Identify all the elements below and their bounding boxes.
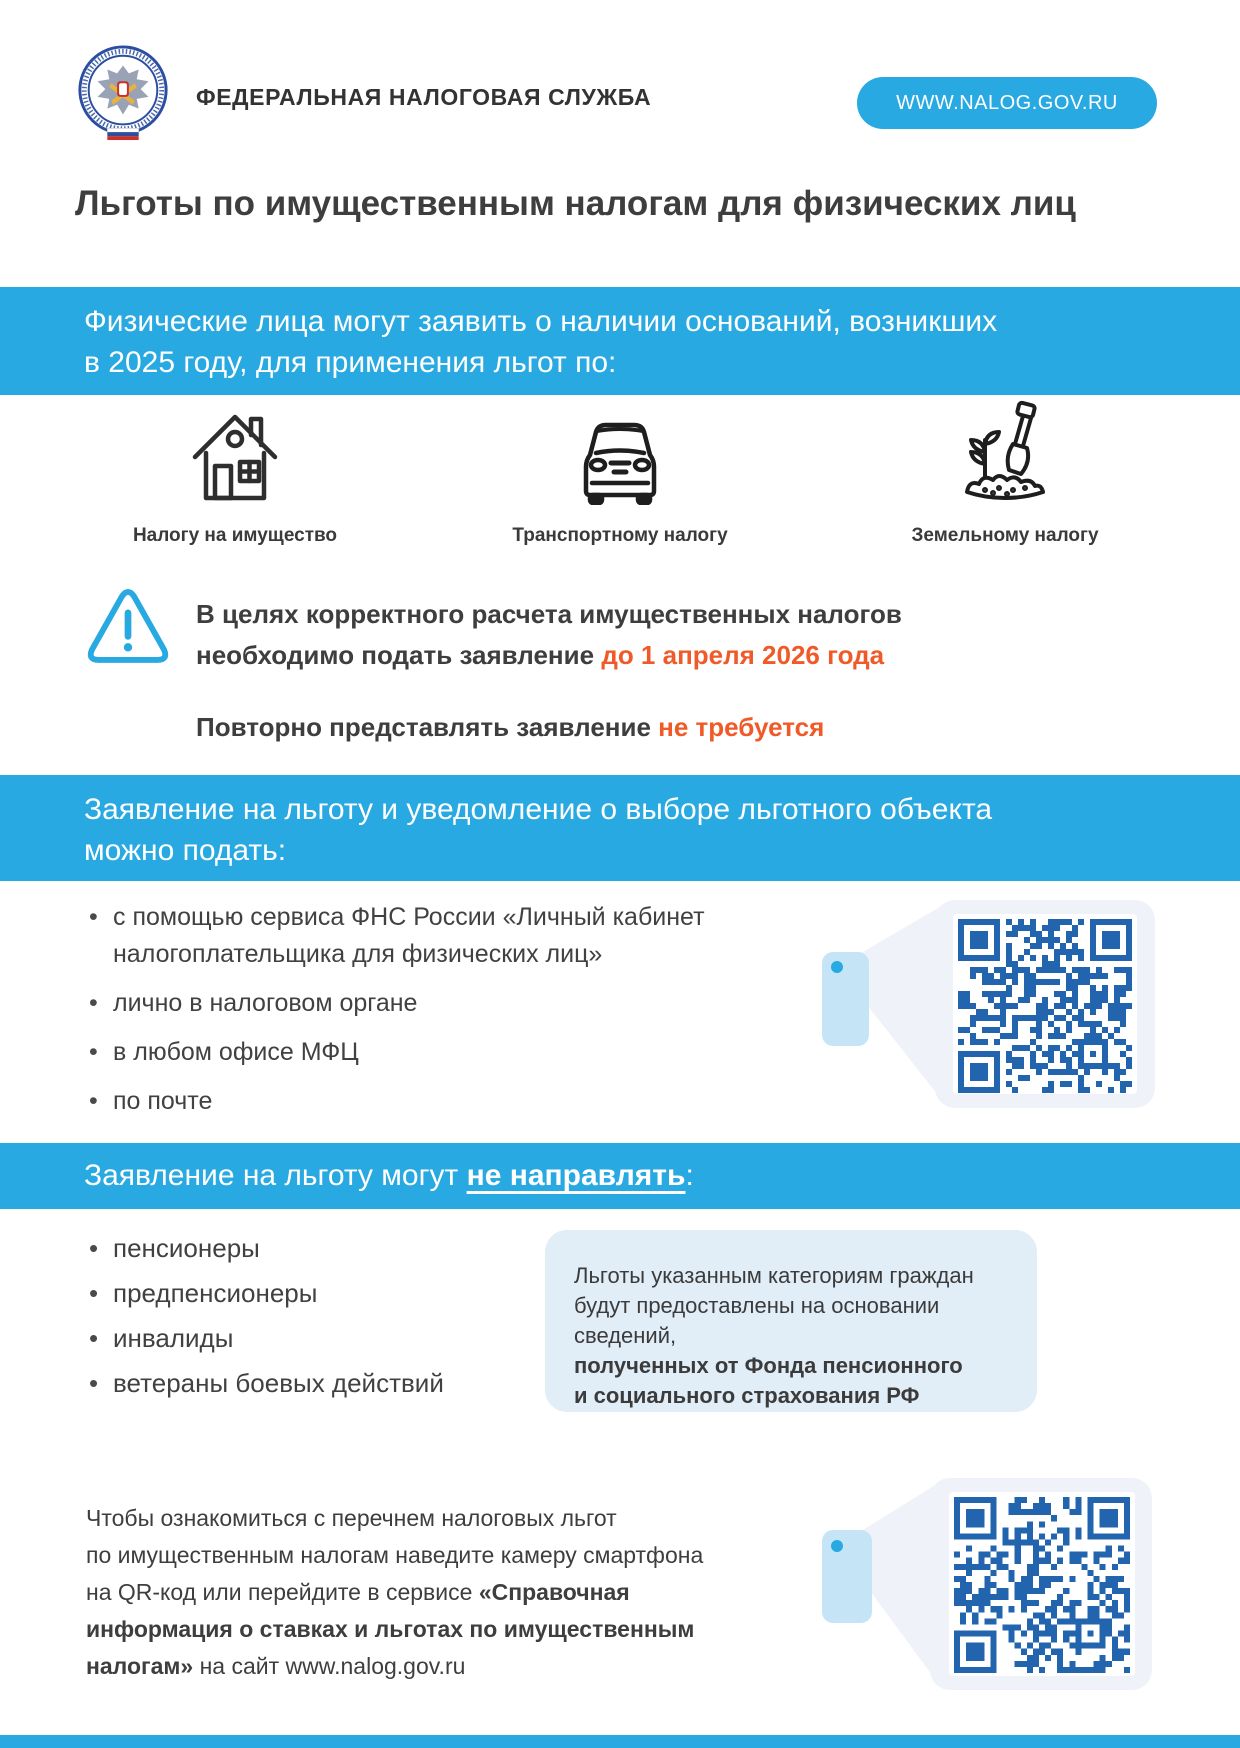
banner3-underlined: не направлять — [466, 1159, 686, 1192]
website-badge: WWW.NALOG.GOV.RU — [857, 77, 1157, 129]
exempt-categories-list — [86, 1226, 546, 1406]
text-line: в 2025 году, для применения льгот по: — [84, 346, 617, 379]
tax-types-row — [0, 400, 1240, 560]
text-line: на QR-код или перейдите в сервисе «Справочная — [86, 1579, 630, 1605]
list-item: • ветераны боевых действий — [86, 1361, 546, 1406]
shovel-plant-icon — [865, 400, 1145, 505]
tax-type-label: Земельному налогу — [911, 525, 1099, 546]
text-line: можно подать: — [84, 834, 287, 867]
text-line: Физические лица могут заявить о наличии оснований, возникших — [84, 305, 998, 338]
text-line: необходимо подать заявление до 1 апреля 2026 года — [196, 640, 885, 670]
text-line: Чтобы ознакомиться с перечнем налоговых льгот — [86, 1505, 617, 1531]
banner-do-not-send — [0, 1143, 1240, 1209]
banner3-prefix: Заявление на льготу могут — [84, 1159, 467, 1192]
qr-illustration-reference-service — [810, 1468, 1160, 1700]
warning-text — [196, 594, 902, 676]
qr-code — [958, 919, 1132, 1093]
info-box — [545, 1230, 1037, 1412]
text-line: по имущественным налогам наведите камеру смартфона — [86, 1542, 704, 1568]
house-icon — [95, 400, 375, 505]
list-item: • инвалиды — [86, 1316, 546, 1361]
list-item: • в любом офисе МФЦ — [86, 1034, 756, 1071]
warning-triangle-icon — [86, 584, 170, 672]
banner-how-to-apply — [0, 775, 1240, 881]
list-item: • предпенсионеры — [86, 1271, 546, 1316]
text-line: полученных от Фонда пенсионного — [574, 1353, 963, 1378]
list-item: • пенсионеры — [86, 1226, 546, 1271]
car-icon — [480, 400, 760, 505]
agency-name: ФЕДЕРАЛЬНАЯ НАЛОГОВАЯ СЛУЖБА — [196, 84, 652, 110]
list-item: • лично в налоговом органе — [86, 985, 756, 1022]
text-line: Льготы указанным категориям граждан — [574, 1263, 974, 1288]
banner-eligibility — [0, 287, 1240, 395]
warning-repeat-note: Повторно представлять заявление не требуется — [196, 712, 825, 742]
fns-emblem-icon — [74, 44, 172, 142]
tax-type-transport — [480, 400, 760, 547]
text-line: Заявление на льготу и уведомление о выборе льготного объекта — [84, 793, 993, 826]
footer-accent-bar — [0, 1735, 1240, 1748]
text-line: налогам» на сайт www.nalog.gov.ru — [86, 1653, 466, 1679]
tax-type-property — [95, 400, 375, 547]
tax-type-label: Налогу на имущество — [132, 525, 338, 546]
text-line: информация о ставках и льготах по имущественным — [86, 1616, 695, 1642]
list-item: • с помощью сервиса ФНС России «Личный кабинет налогоплательщика для физических лиц» — [86, 899, 756, 973]
qr-illustration-personal-account — [810, 888, 1160, 1120]
page-title: Льготы по имущественным налогам для физических лиц — [75, 184, 1076, 223]
tax-type-label: Транспортному налогу — [512, 525, 728, 546]
text-line: будут предоставлены на основании сведений, — [574, 1293, 940, 1348]
qr-code — [954, 1497, 1130, 1673]
banner3-suffix: : — [685, 1159, 694, 1192]
list-item: • по почте — [86, 1083, 756, 1120]
footer-note — [86, 1500, 776, 1685]
tax-type-land — [865, 400, 1145, 547]
text-line: В целях корректного расчета имущественных налогов — [196, 599, 902, 629]
text-line: и социального страхования РФ — [574, 1383, 920, 1408]
submission-methods-list — [86, 899, 756, 1132]
